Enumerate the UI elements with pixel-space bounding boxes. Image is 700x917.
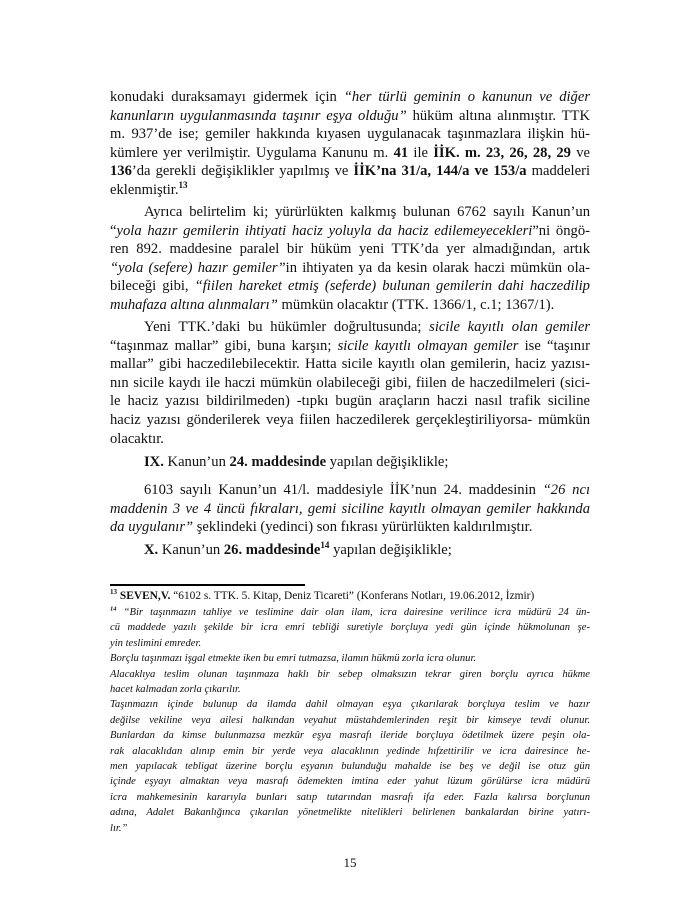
italic-text: “her türlü geminin o kanunun ve diğer xyxy=(343,89,590,105)
italic-text: kanunların uygulanmasında taşınır eşya olduğu” xyxy=(110,107,407,124)
italic-text: yola hazır gemilerin ihtiyati haciz yoluyla da haciz edilemeyecekleri xyxy=(116,222,533,239)
footnote-13 xyxy=(110,589,590,604)
text-run: yin teslimini emreder. xyxy=(110,637,202,649)
paragraph-6762-kanun xyxy=(110,203,590,315)
text-run: “Bir taşınmazın tahliye ve teslimine dair olan ilam, icra dairesine verilince icra müdürü 24 ün- xyxy=(116,607,590,618)
text-run: hüküm altına alınmıştır. TTK xyxy=(406,107,591,124)
bold-text: İİK’na 31/a, 144/a ve 153/a xyxy=(353,163,527,180)
text-run: olacaktır. xyxy=(110,430,164,447)
text-line xyxy=(110,181,590,200)
text-line xyxy=(110,430,590,449)
text-line xyxy=(110,774,590,789)
text-line xyxy=(110,355,590,374)
text-run: yapılan değişiklikle; xyxy=(329,542,452,558)
text-line xyxy=(110,144,590,163)
text-line xyxy=(110,392,590,411)
text-line xyxy=(110,620,590,635)
text-run: Ayrıca belirtelim ki; yürürlükten kalkmış bulunan 6762 sayılı Kanun’un xyxy=(144,204,590,220)
text-line xyxy=(110,541,590,560)
text-line xyxy=(110,222,590,241)
italic-text: “yola (sefere) hazır gemiler” xyxy=(110,259,286,276)
bold-text: 41 xyxy=(393,144,409,161)
text-line xyxy=(110,453,590,472)
text-run: mallar” gibi haczedilebilecektir. Hatta sicile kayıtlı olan gemilerin, haciz yazısı- xyxy=(110,356,590,373)
italic-text: maddenin 3 ve 4 üncü fıkraları, gemi siciline kayıtlı olmayan gemiler hakkında xyxy=(110,500,590,517)
text-line xyxy=(110,759,590,774)
italic-text: “fiilen hareket etmiş (seferde) bulunan gemilerin dahi haczedilip xyxy=(194,278,590,295)
footnote-14 xyxy=(110,605,590,836)
text-run: Taşınmazın içinde bulunup da ilamda dahil olmayan eşya çıkarılarak borçluya teslim ve hazır xyxy=(110,699,590,711)
text-run: yapılan değişiklikle; xyxy=(326,454,449,470)
bold-text: İİK. m. 23, 26, 28, 29 xyxy=(433,144,571,161)
text-line xyxy=(110,651,590,666)
text-run: haciz yazısı gönderilerek veya fiilen haczedilerek gerçekleştiriliyorsa- mümkün xyxy=(110,411,590,428)
paragraph-yeni-ttk xyxy=(110,318,590,448)
text-run: Yeni TTK.’daki bu hükümler doğrultusunda; xyxy=(144,319,430,335)
text-run: mümkün olacaktır (TTK. 1366/1, c.1; 1367/1). xyxy=(277,296,555,313)
paragraph-ttk-937 xyxy=(110,88,590,200)
text-run: ile xyxy=(408,144,434,161)
text-run: ve xyxy=(570,144,590,161)
text-line xyxy=(110,125,590,144)
page-number: 15 xyxy=(343,855,357,870)
text-line xyxy=(110,296,590,315)
text-run: Kanun’un xyxy=(163,454,230,470)
text-line xyxy=(110,744,590,759)
bold-text: IX. xyxy=(144,454,164,470)
footnote-reference: 14 xyxy=(320,540,330,551)
text-line xyxy=(110,805,590,820)
text-line xyxy=(110,636,590,651)
text-run: in ihtiyaten ya da kesin olarak haczi mümkün ola- xyxy=(285,259,590,276)
text-run: hacet kalmadan zorla çıkarılır. xyxy=(110,684,241,696)
text-run: Bunlardan da kimse bulunmazsa mezkûr eşya masrafı ileride borçluya ödetilmek üzere peşin ola- xyxy=(110,730,590,742)
text-run: adına, Adalet Bakanlığınca çıkarılan yönetmelikte nitelikleri belirlenen bankalardan birine yatırı- xyxy=(110,807,590,819)
footnote-separator xyxy=(110,584,305,586)
italic-text: sicile kayıtlı olan gemiler xyxy=(429,319,590,335)
text-line xyxy=(110,259,590,278)
bold-text: 136 xyxy=(110,163,132,180)
text-line xyxy=(110,500,590,519)
text-line xyxy=(110,162,590,181)
text-run: kümlere yer verilmiştir. Uygulama Kanunu m. xyxy=(110,144,394,161)
text-line xyxy=(110,374,590,393)
text-line xyxy=(110,277,590,296)
text-run: “6102 s. TTK. 5. Kitap, Deniz Ticareti” (Konferans Notları, 19.06.2012, İzmir) xyxy=(170,590,535,602)
text-line xyxy=(110,518,590,537)
text-run: ”ni öngö- xyxy=(532,222,590,239)
text-run: ise “taşınır xyxy=(518,337,590,354)
italic-text: da uygulanır” xyxy=(110,519,194,536)
bold-text: 24. maddesinde xyxy=(229,454,327,470)
text-run: konudaki duraksamayı gidermek için xyxy=(110,89,344,105)
text-line xyxy=(110,411,590,430)
text-run: cü maddede yazılı şekilde bir icra emri tebliği suretiyle borçluya yedi gün içinde hükmolunan şe- xyxy=(110,622,590,634)
text-line xyxy=(110,337,590,356)
text-run: “ xyxy=(110,222,117,239)
text-run: Alacaklıya teslim olunan taşınmaza haklı bir sebep olmaksızın tekrar giren borçlu ayrıca hükme xyxy=(110,668,590,680)
text-run: men yapılacak tebligat üzerine borçlu eşyanın bulunduğu mahalde ise beş ve değil ise otuz gün xyxy=(110,761,590,773)
text-line xyxy=(110,713,590,728)
text-run: maddeleri xyxy=(526,163,591,180)
text-line xyxy=(110,667,590,682)
text-line xyxy=(110,605,590,620)
text-run: ’da gerekli değişiklikler yapılmış ve xyxy=(131,163,354,180)
footnote-reference: 13 xyxy=(110,588,118,597)
bold-text: X. xyxy=(144,542,159,558)
text-line xyxy=(110,682,590,697)
text-run: 6103 sayılı Kanun’un 41/l. maddesiyle İİK’nun 24. maddesinin xyxy=(144,482,543,498)
text-run: rak alacaklıdan alınıp emin bir yerde veya alacaklının yedinde hıfzettirilir ve icra dairesince he- xyxy=(110,745,590,757)
text-line xyxy=(110,481,590,500)
text-line xyxy=(110,318,590,337)
text-run: nın sicile kaydı ile haczi mümkün olabileceği gibi, fiilen de haczedilmeleri (sici- xyxy=(110,374,590,391)
bold-text: SEVEN,V. xyxy=(119,590,171,602)
text-run: bileceği gibi, xyxy=(110,278,195,295)
text-run: ren 892. maddesine paralel bir hüküm yeni TTK’da yer almadığından, artık xyxy=(110,241,590,258)
text-run: “taşınmaz mallar” gibi, buna karşın; xyxy=(110,337,338,354)
bold-text: 26. maddesinde xyxy=(223,542,321,558)
text-run: eklenmiştir. xyxy=(110,181,179,198)
italic-text: muhafaza altına alınmaları” xyxy=(110,296,278,313)
text-line xyxy=(110,203,590,222)
text-run: m. 937’de ise; gemiler hakkında kıyasen uygulanacak taşınmazlara ilişkin hü- xyxy=(110,126,590,143)
text-run: Borçlu taşınmazı işgal etmekte iken bu emri tutmazsa, ilamın hükmü zorla icra olunur. xyxy=(110,653,477,665)
text-line xyxy=(110,88,590,107)
text-run: icra mahkemesinin kararıyla bunları satıp tutarından masrafı ifa eder. Fazla kalırsa borçlunun xyxy=(110,791,590,803)
text-run: değilse vekiline veya ailesi halkından veyahut müstahdemlerinden reşit bir kimseye tevdi olunur. xyxy=(110,714,590,726)
text-line xyxy=(110,589,590,604)
text-line xyxy=(110,107,590,126)
footnote-reference: 14 xyxy=(110,605,117,613)
text-run: şeklindeki (yedinci) son fıkrası yürürlükten kaldırılmıştır. xyxy=(193,519,533,536)
text-line xyxy=(110,728,590,743)
text-line xyxy=(110,240,590,259)
text-run: içinde eşyayı almaktan veya masrafı ödemekten imtina eder yahut lüzum görülürse icra müdürü xyxy=(110,776,590,788)
text-run: le haciz yazısı bildirilmeden) -tıpkı bugün araçların haczi nasıl trafik siciline xyxy=(110,393,590,410)
paragraph-6103-kanun xyxy=(110,481,590,537)
text-line xyxy=(110,790,590,805)
text-run: lır.” xyxy=(110,822,128,834)
footnote-reference: 13 xyxy=(178,180,188,191)
italic-text: sicile kayıtlı olmayan gemiler xyxy=(337,337,519,354)
italic-text: “26 ncı xyxy=(542,482,590,498)
text-line xyxy=(110,697,590,712)
text-line xyxy=(110,821,590,836)
text-run: Kanun’un xyxy=(158,542,224,558)
heading-ix xyxy=(110,453,590,472)
heading-x xyxy=(110,541,590,560)
